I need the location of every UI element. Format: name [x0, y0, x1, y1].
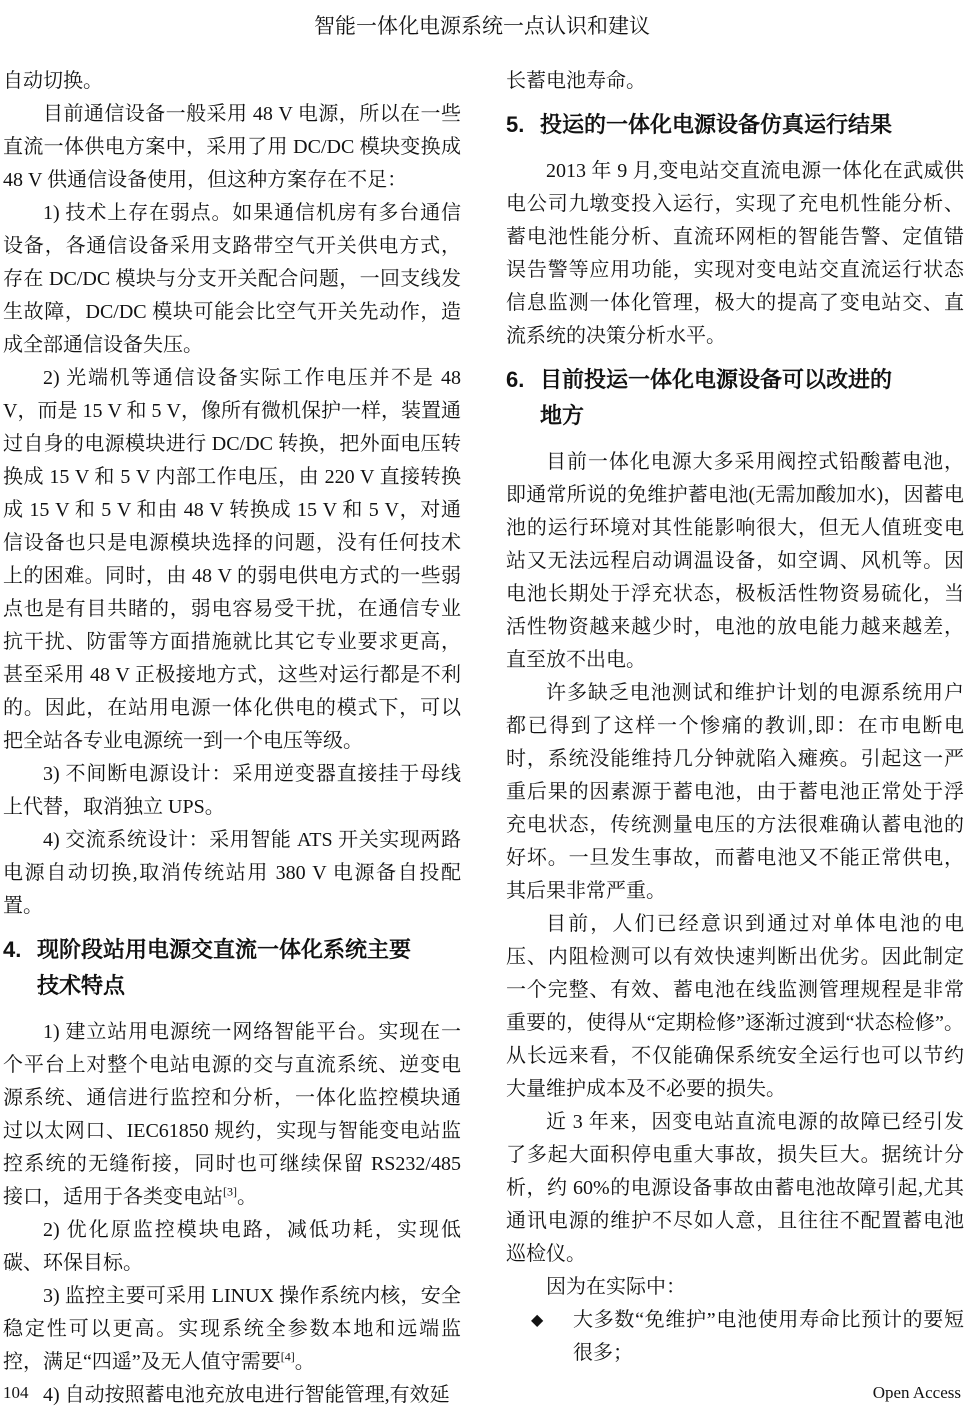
paragraph [506, 677, 964, 908]
text-run: 3) 监控主要可采用 LINUX 操作系统内核，安全稳定性可以更高。实现系统全参数本地和远端监控，满足“四遥”及无人值守需要 [3, 1285, 461, 1373]
text-run: 3) 不间断电源设计：采用逆变器直接挂于母线上代替，取消独立 UPS。 [3, 763, 461, 818]
paragraph [506, 155, 964, 353]
text-run: 2013 年 9 月,变电站交直流电源一体化在武威供电公司九墩变投入运行，实现了充电机性能分析、蓄电池性能分析、直流环网柜的智能告警、定值错误告警等应用功能，实现对变电站交直流运行状态信息监测一体化管理，极大的提高了变电站交、直流系统的决策分析水平。 [506, 160, 964, 347]
paragraph [3, 1016, 461, 1214]
text-run: 1) 建立站用电源统一网络智能平台。实现在一个平台上对整个电站电源的交与直流系统、逆变电源系统、通信进行监控和分析，一体化监控模块通过以太网口、IEC61850 规约，实现与智能变电站监控系统的无缝衔接，同时也可继续保留 RS232/485 接口，适用于各类变电站 [3, 1021, 461, 1208]
paragraph [3, 197, 461, 362]
open-access-label: Open Access [872, 1383, 961, 1402]
text-run: 1) 技术上存在弱点。如果通信机房有多台通信设备，各通信设备采用支路带空气开关供电方式，存在 DC/DC 模块与分支开关配合问题，一回支线发生故障，DC/DC 模块可能会比空气开关先动作，造成全部通信设备失压。 [3, 202, 461, 356]
paragraph [506, 1271, 964, 1304]
paragraph [3, 65, 461, 98]
paragraph [3, 758, 461, 824]
paragraph [3, 1214, 461, 1280]
text-run: 4) 交流系统设计：采用智能 ATS 开关实现两路电源自动切换,取消传统站用 380 V 电源备自投配置。 [3, 829, 461, 917]
two-column-layout [0, 65, 964, 1412]
text-run: 大多数“免维护”电池使用寿命比预计的要短很多； [573, 1309, 964, 1364]
text-run: 4) 自动按照蓄电池充放电进行智能管理,有效延 [43, 1384, 450, 1406]
bullet-item [506, 1304, 964, 1370]
citation-superscript: [3] [223, 1184, 237, 1199]
section-heading [506, 107, 964, 143]
text-run: 许多缺乏电池测试和维护计划的电源系统用户都已得到了这样一个惨痛的教训,即：在市电断电时，系统没能维持几分钟就陷入瘫痪。引起这一严重后果的因素源于蓄电池，由于蓄电池正常处于浮充电状态，传统测量电压的方法很难确认蓄电池的好坏。一旦发生事故，而蓄电池又不能正常供电，其后果非常严重。 [506, 682, 964, 902]
page-title: 智能一体化电源系统一点认识和建议 [314, 14, 650, 38]
paragraph [3, 824, 461, 923]
section-title-line: 目前投运一体化电源设备可以改进的 [540, 367, 893, 392]
section-number: 5. [506, 112, 525, 137]
section-title-line: 投运的一体化电源设备仿真运行结果 [540, 112, 893, 137]
section-heading [506, 362, 964, 434]
diamond-bullet-icon: ◆ [531, 1312, 544, 1329]
text-run: 2) 光端机等通信设备实际工作电压并不是 48 V，而是 15 V 和 5 V，像所有微机保护一样，装置通过自身的电源模块进行 DC/DC 转换，把外面电压转换成 15 V 和 5 V 内部工作电压，由 220 V 直接转换成 15 V 和 5 V 和由 48 V 转换成 15 V 和 5 V，对通信设备也只是电源模块选择的问题，没有任何技术上的困难。同时，由 48 V 的弱电供电方式的一些弱点也是有目共睹的，弱电容易受干扰，在通信专业抗干扰、防雷等方面措施就比其它专业要求更高，甚至采用 48 V 正极接地方式，这些对运行都是不利的。因此，在站用电源一体化供电的模式下，可以把全站各专业电源统一到一个电压等级。 [3, 367, 461, 752]
text-run: 。 [237, 1186, 257, 1208]
paragraph [506, 65, 964, 98]
section-number: 4. [3, 937, 22, 962]
paragraph [3, 1280, 461, 1379]
text-run: 目前，人们已经意识到通过对单体电池的电压、内阻检测可以有效快速判断出优劣。因此制定一个完整、有效、蓄电池在线监测管理规程是非常重要的，使得从“定期检修”逐渐过渡到“状态检修”。从长远来看，不仅能确保系统安全运行也可以节约大量维护成本及不必要的损失。 [506, 913, 964, 1100]
section-title-line: 地方 [540, 403, 585, 428]
section-number: 6. [506, 367, 525, 392]
right-column [506, 65, 964, 1412]
text-run: 。 [294, 1351, 315, 1373]
section-title-line: 现阶段站用电源交直流一体化系统主要 [37, 937, 412, 962]
text-run: 2) 优化原监控模块电路，减低功耗，实现低碳、环保目标。 [3, 1219, 461, 1274]
section-title [37, 932, 461, 1004]
text-run: 目前一体化电源大多采用阀控式铅酸蓄电池，即通常所说的免维护蓄电池(无需加酸加水)，因蓄电池的运行环境对其性能影响很大，但无人值班变电站又无法远程启动调温设备，如空调、风机等。因电池长期处于浮充状态，极板活性物资易硫化，当活性物资越来越少时，电池的放电能力越来越差，直至放不出电。 [506, 451, 964, 671]
text-run: 长蓄电池寿命。 [506, 70, 646, 92]
paragraph [506, 1106, 964, 1271]
paragraph [3, 362, 461, 758]
section-title [540, 107, 964, 143]
bullet-text [573, 1304, 964, 1370]
section-heading [3, 932, 461, 1004]
text-run: 目前通信设备一般采用 48 V 电源，所以在一些直流一体供电方案中，采用了用 DC/DC 模块变换成 48 V 供通信设备使用，但这种方案存在不足： [3, 103, 461, 191]
section-title-line: 技术特点 [37, 973, 126, 998]
section-title [540, 362, 964, 434]
citation-superscript: [4] [280, 1349, 295, 1364]
page-number: 104 [3, 1383, 29, 1402]
paragraph [3, 98, 461, 197]
paragraph [506, 446, 964, 677]
page-footer [3, 1383, 961, 1403]
paragraph [506, 908, 964, 1106]
text-run: 自动切换。 [3, 70, 103, 92]
text-run: 因为在实际中： [546, 1276, 686, 1298]
text-run: 近 3 年来，因变电站直流电源的故障已经引发了多起大面积停电重大事故，损失巨大。据统计分析，约 60%的电源设备事故由蓄电池故障引起,尤其通讯电源的维护不尽如人意，且往往不配置蓄电池巡检仪。 [506, 1111, 964, 1265]
left-column [3, 65, 461, 1412]
